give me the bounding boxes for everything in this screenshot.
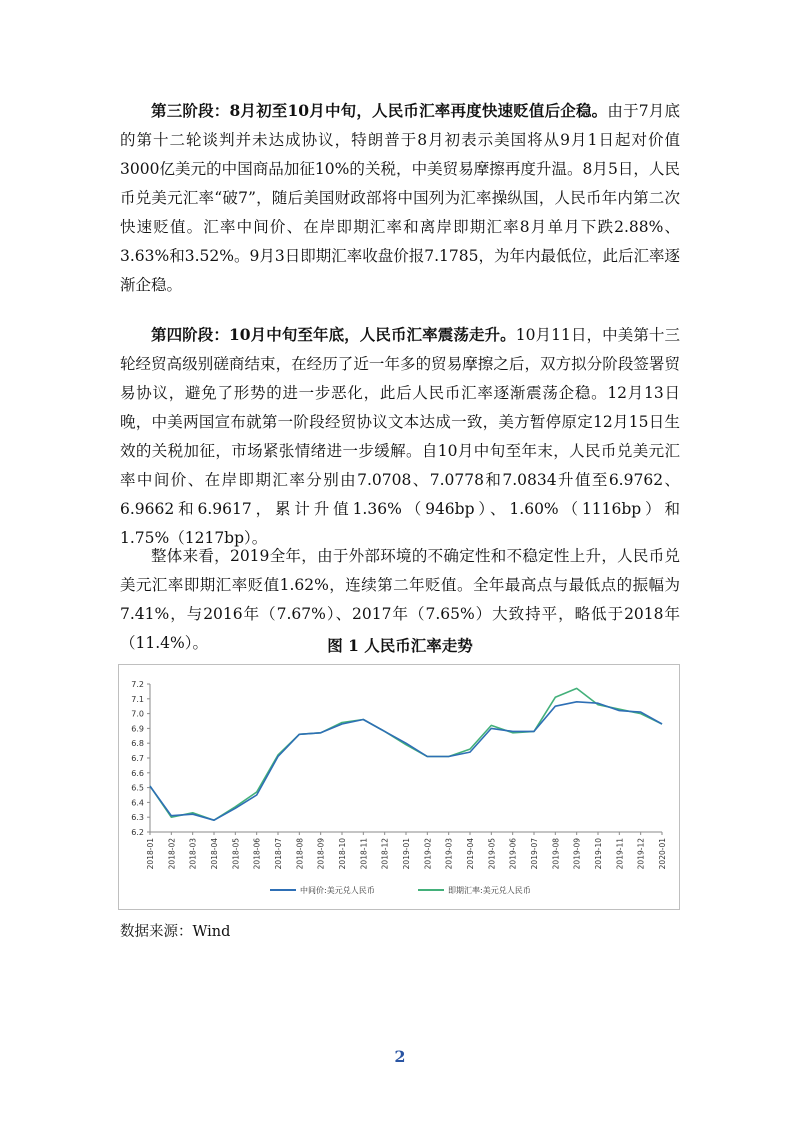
x-tick-label: 2018-09 [316, 838, 326, 870]
x-tick-label: 2019-06 [508, 838, 518, 870]
x-tick-label: 2019-10 [594, 838, 603, 870]
paragraph-lead: 第四阶段：10月中旬至年底，人民币汇率震荡走升。 [151, 325, 516, 344]
y-tick-label: 6.6 [131, 768, 144, 778]
x-tick-label: 2019-03 [444, 838, 454, 870]
x-tick-label: 2018-04 [210, 838, 219, 870]
x-tick-label: 2018-06 [252, 838, 262, 870]
x-tick-label: 2018-12 [380, 838, 390, 870]
x-tick-label: 2019-01 [402, 838, 411, 870]
paragraph-stage-three [120, 96, 680, 300]
x-tick-label: 2018-08 [295, 838, 305, 870]
x-tick-label: 2019-04 [466, 838, 475, 870]
x-tick-label: 2020-01 [658, 838, 667, 870]
x-tick-label: 2019-05 [487, 838, 497, 870]
x-tick-label: 2019-08 [551, 838, 561, 870]
exchange-rate-line-chart [118, 664, 680, 910]
data-source: 数据来源：Wind [120, 924, 231, 940]
y-tick-label: 6.2 [131, 828, 144, 837]
x-tick-label: 2018-11 [359, 838, 369, 870]
y-tick-label: 6.4 [131, 798, 144, 808]
y-tick-label: 6.8 [131, 739, 144, 749]
y-tick-label: 6.5 [131, 783, 144, 793]
x-tick-label: 2018-03 [188, 838, 198, 870]
paragraph-body: 由于7月底的第十二轮谈判并未达成协议，特朗普于8月初表示美国将从9月1日起对价值3000亿美元的中国商品加征10%的关税，中美贸易摩擦再度升温。8月5日，人民币兑美元汇率“破7”，随后美国财政部将中国列为汇率操纵国，人民币年内第二次快速贬值。汇率中间价、在岸即期汇率和离岸即期汇率8月单月下跌2.88%、3.63%和3.52%。9月3日即期汇率收盘价报7.1785，为年内最低位，此后汇率逐渐企稳。 [120, 102, 680, 294]
page-number: 2 [394, 1047, 406, 1066]
x-tick-label: 2019-07 [530, 838, 539, 870]
x-tick-label: 2019-09 [572, 838, 582, 870]
legend-label: 即期汇率:美元兑人民币 [448, 886, 531, 895]
y-tick-label: 6.9 [131, 724, 144, 734]
paragraph-body: 整体来看，2019全年，由于外部环境的不确定性和不稳定性上升，人民币兑美元汇率即期汇率贬值1.62%，连续第二年贬值。全年最高点与最低点的振幅为7.41%，与2016年（7.67%）、2017年（7.65%）大致持平，略低于2018年（11.4%）。 [120, 547, 680, 652]
paragraph-lead: 第三阶段：8月初至10月中旬，人民币汇率再度快速贬值后企稳。 [151, 101, 608, 120]
y-tick-label: 7.0 [131, 709, 144, 719]
x-tick-label: 2019-02 [423, 838, 433, 870]
y-tick-label: 6.3 [131, 813, 144, 823]
chart-border [119, 665, 680, 910]
x-tick-label: 2019-11 [615, 838, 625, 870]
x-tick-label: 2018-02 [167, 838, 177, 870]
x-tick-label: 2018-01 [146, 838, 155, 870]
legend-label: 中间价:美元兑人民币 [300, 886, 375, 895]
paragraph-body: 10月11日，中美第十三轮经贸高级别磋商结束，在经历了近一年多的贸易摩擦之后，双方拟分阶段签署贸易协议，避免了形势的进一步恶化，此后人民币汇率逐渐震荡企稳。12月13日晚，中美两国宣布就第一阶段经贸协议文本达成一致，美方暂停原定12月15日生效的关税加征，市场紧张情绪进一步缓解。自10月中旬至年末，人民币兑美元汇率中间价、在岸即期汇率分别由7.0708、7.0778和7.0834升值至6.9762、6.9662和6.9617，累计升值1.36%（946bp）、1.60%（1116bp）和1.75%（1217bp）。 [120, 326, 681, 547]
x-tick-label: 2018-05 [231, 838, 241, 870]
figure-title: 图 1 人民币汇率走势 [327, 636, 473, 655]
y-tick-label: 6.7 [131, 754, 144, 763]
series-line [150, 702, 662, 820]
paragraph-stage-four [120, 320, 680, 553]
y-tick-label: 7.2 [131, 680, 144, 689]
series-line [150, 688, 662, 820]
x-tick-label: 2019-12 [636, 838, 646, 870]
y-tick-label: 7.1 [131, 694, 144, 704]
x-tick-label: 2018-07 [274, 838, 283, 870]
x-tick-label: 2018-10 [338, 838, 347, 870]
